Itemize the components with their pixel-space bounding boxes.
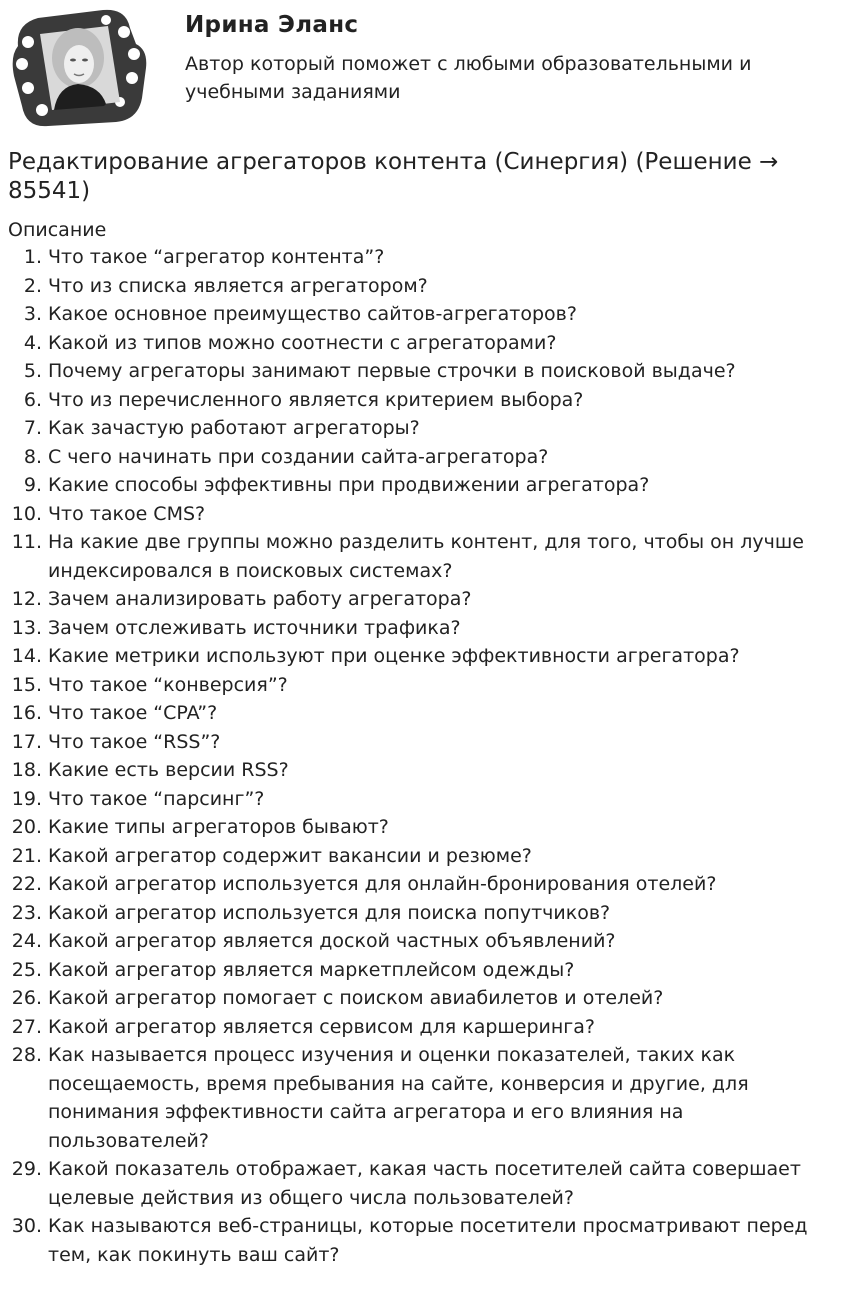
question-text: Как называются веб-страницы, которые посетители просматривают перед тем, как покинуть ваш сайт?: [48, 1215, 808, 1266]
list-item: [0, 785, 830, 814]
question-number: 16.: [11, 702, 42, 724]
question-number: 24.: [11, 930, 42, 952]
list-item: [0, 728, 830, 757]
list-item: [0, 813, 830, 842]
question-text: Зачем отслеживать источники трафика?: [48, 616, 461, 639]
question-text: Что такое CMS?: [48, 502, 206, 525]
question-number: 29.: [11, 1158, 42, 1180]
list-item: [0, 642, 830, 671]
question-text: Какой агрегатор является маркетплейсом одежды?: [48, 958, 575, 981]
list-item: [0, 585, 830, 614]
list-item: [0, 386, 830, 415]
author-avatar: [8, 6, 150, 128]
author-name: Ирина Эланс: [185, 12, 359, 38]
list-item: [0, 842, 830, 871]
question-number: 12.: [11, 588, 42, 610]
list-item: [0, 984, 830, 1013]
question-text: Какие способы эффективны при продвижении агрегатора?: [48, 474, 650, 496]
question-text: Какие метрики используют при оценке эффективности агрегатора?: [48, 645, 740, 667]
list-item: [0, 927, 830, 956]
question-text: Какой агрегатор используется для поиска попутчиков?: [48, 901, 611, 924]
author-description: Автор который поможет с любыми образовательными и учебными заданиями: [185, 53, 752, 103]
question-text: Какой показатель отображает, какая часть посетителей сайта совершает целевые действия из общего числа пользователей?: [48, 1158, 801, 1209]
question-number: 19.: [11, 787, 42, 810]
list-item: [0, 357, 830, 386]
list-item: [0, 1212, 830, 1269]
question-text: Какой агрегатор содержит вакансии и резюме?: [48, 844, 532, 867]
list-item: [0, 500, 830, 529]
question-text: Какое основное преимущество сайтов-агрегаторов?: [48, 303, 577, 325]
list-item: [0, 870, 830, 899]
question-text: Как называется процесс изучения и оценки показателей, таких как посещаемость, время пребывания на сайте, конверсия и другие, для понимания эффективности сайта агрегатора и его влияния на пользователей?: [48, 1044, 749, 1152]
question-text: Какие типы агрегаторов бывают?: [48, 816, 389, 838]
question-number: 9.: [23, 474, 42, 496]
question-text: Какой агрегатор является сервисом для каршеринга?: [48, 1015, 596, 1038]
question-number: 21.: [11, 844, 42, 867]
question-text: Как зачастую работают агрегаторы?: [48, 417, 420, 439]
list-item: [0, 1155, 830, 1212]
question-number: 3.: [23, 303, 42, 325]
list-item: [0, 614, 830, 643]
list-item: [0, 272, 830, 301]
list-item: [0, 528, 830, 585]
question-text: Что такое “конверсия”?: [48, 673, 288, 696]
list-item: [0, 899, 830, 928]
author-header: [0, 0, 847, 140]
question-text: Какой агрегатор является доской частных объявлений?: [48, 930, 616, 952]
list-item: [0, 756, 830, 785]
question-number: 1.: [23, 246, 42, 268]
question-text: Что такое “парсинг”?: [48, 787, 265, 810]
question-number: 5.: [23, 360, 42, 382]
list-item: [0, 329, 830, 358]
question-number: 2.: [23, 274, 42, 297]
question-text: Что такое “CPA”?: [48, 702, 218, 724]
question-number: 11.: [11, 531, 42, 553]
list-item: [0, 443, 830, 472]
question-number: 20.: [11, 816, 42, 838]
question-number: 22.: [11, 873, 42, 895]
question-number: 4.: [23, 331, 42, 354]
question-number: 7.: [23, 417, 42, 439]
question-number: 28.: [11, 1044, 42, 1066]
question-number: 15.: [11, 673, 42, 696]
question-number: 18.: [11, 759, 42, 781]
question-number: 27.: [11, 1015, 42, 1038]
question-number: 23.: [11, 901, 42, 924]
list-item: [0, 699, 830, 728]
question-text: Какой агрегатор используется для онлайн-бронирования отелей?: [48, 873, 717, 895]
list-item: [0, 243, 830, 272]
description-label: Описание: [8, 219, 107, 241]
question-text: На какие две группы можно разделить контент, для того, чтобы он лучше индексировался в поисковых системах?: [48, 531, 804, 582]
question-text: Почему агрегаторы занимают первые строчки в поисковой выдаче?: [48, 360, 736, 382]
question-text: Зачем анализировать работу агрегатора?: [48, 588, 472, 610]
question-number: 10.: [11, 502, 42, 525]
question-number: 17.: [11, 730, 42, 753]
question-text: С чего начинать при создании сайта-агрегатора?: [48, 445, 549, 468]
list-item: [0, 671, 830, 700]
question-text: Какие есть версии RSS?: [48, 759, 289, 781]
document-title: Редактирование агрегаторов контента (Синергия) (Решение → 85541): [8, 149, 779, 204]
list-item: [0, 956, 830, 985]
question-text: Какой из типов можно соотнести с агрегаторами?: [48, 331, 557, 354]
question-text: Какой агрегатор помогает с поиском авиабилетов и отелей?: [48, 987, 664, 1009]
list-item: [0, 1013, 830, 1042]
question-text: Что из списка является агрегатором?: [48, 274, 428, 297]
question-text: Что из перечисленного является критерием выбора?: [48, 388, 584, 411]
list-item: [0, 1041, 830, 1155]
list-item: [0, 414, 830, 443]
question-number: 25.: [11, 958, 42, 981]
list-item: [0, 471, 830, 500]
question-text: Что такое “RSS”?: [48, 730, 221, 753]
question-list: [0, 243, 830, 1269]
list-item: [0, 300, 830, 329]
question-number: 14.: [11, 645, 42, 667]
question-number: 30.: [11, 1215, 42, 1237]
question-text: Что такое “агрегатор контента”?: [48, 246, 385, 268]
question-number: 6.: [23, 388, 42, 411]
question-number: 8.: [23, 445, 42, 468]
question-number: 13.: [11, 616, 42, 639]
question-number: 26.: [11, 987, 42, 1009]
